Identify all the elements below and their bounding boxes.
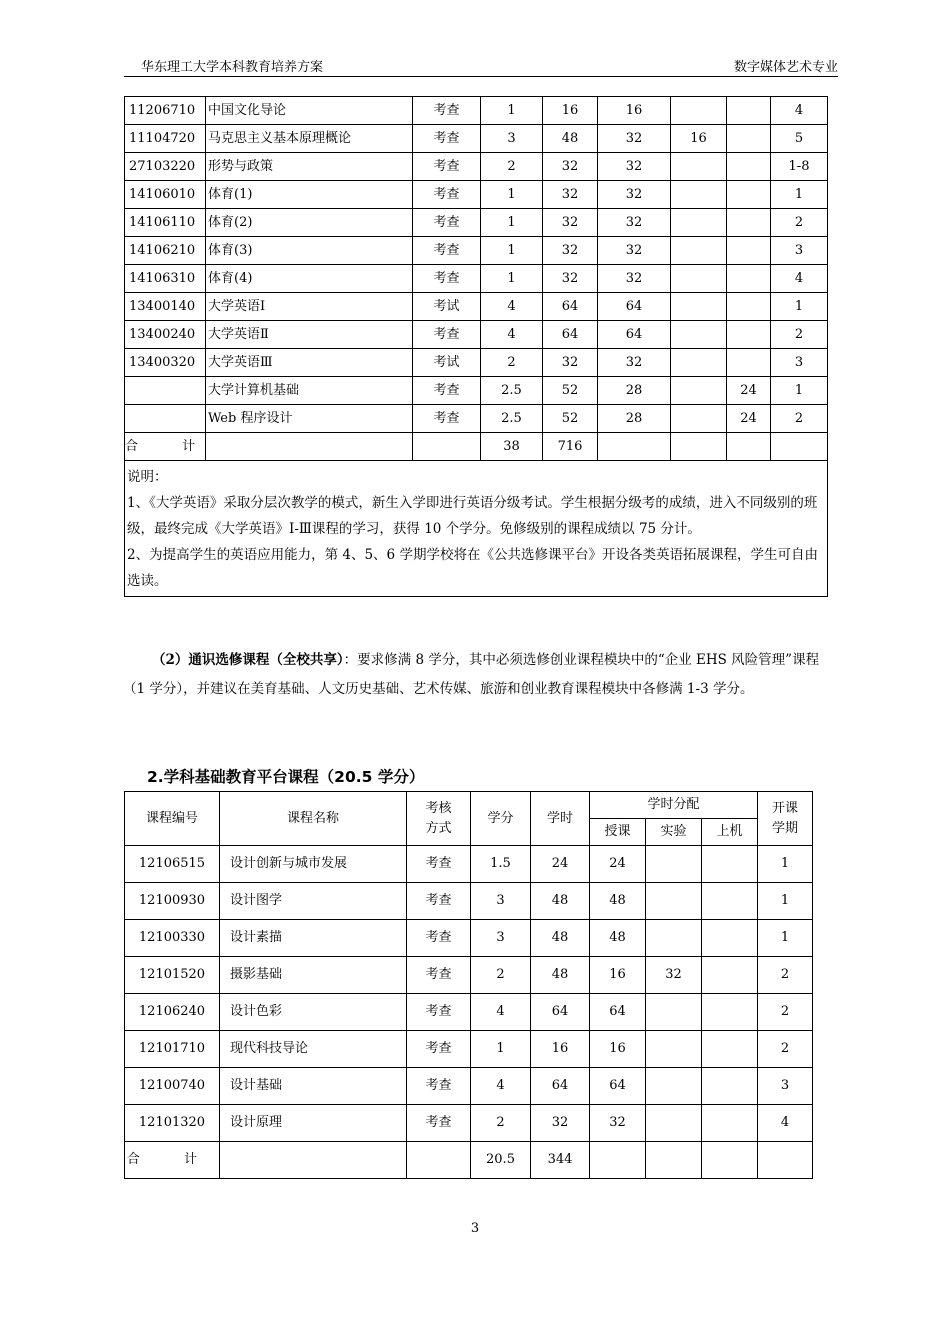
hours: 32 — [543, 153, 598, 181]
lab-hours — [671, 181, 727, 209]
note-note1: 1、《大学英语》采取分层次教学的模式，新生入学即进行英语分级考试。学生根据分级考的成绩，进入不同级别的班级，最终完成《大学英语》Ⅰ-Ⅲ课程的学习，获得 10 个学分。免修级别的课程成绩以 75 分计。 — [127, 495, 818, 537]
total-credit: 38 — [481, 433, 543, 461]
course-name: 体育(4) — [206, 265, 413, 293]
hours: 52 — [543, 405, 598, 433]
empty-cell — [646, 1142, 702, 1179]
table-row — [125, 920, 813, 957]
header-term-1: 开课 — [771, 800, 798, 816]
exam-type: 考查 — [407, 994, 471, 1031]
table-row — [125, 153, 828, 181]
lab-hours — [671, 209, 727, 237]
hours: 52 — [543, 377, 598, 405]
table-row — [125, 321, 828, 349]
table-row — [125, 125, 828, 153]
term: 2 — [758, 957, 813, 994]
lab-hours — [671, 377, 727, 405]
course-name: 设计基础 — [220, 1068, 407, 1105]
empty-cell — [771, 433, 828, 461]
course-name: 设计素描 — [220, 920, 407, 957]
empty-cell — [206, 433, 413, 461]
lecture-hours: 32 — [590, 1105, 646, 1142]
exam-type: 考查 — [413, 125, 481, 153]
table-row — [125, 994, 813, 1031]
course-code: 13400140 — [125, 293, 206, 321]
table-row — [125, 1031, 813, 1068]
hours: 48 — [531, 957, 590, 994]
hours: 32 — [543, 265, 598, 293]
course-code: 14106110 — [125, 209, 206, 237]
total-credit: 20.5 — [471, 1142, 531, 1179]
course-name: 体育(1) — [206, 181, 413, 209]
course-code: 27103220 — [125, 153, 206, 181]
lab-hours — [671, 237, 727, 265]
header-exam-2: 方式 — [425, 820, 452, 836]
discipline-courses-table — [124, 791, 813, 1179]
hours: 64 — [531, 1068, 590, 1105]
lab-hours — [671, 265, 727, 293]
lab-hours — [671, 349, 727, 377]
course-name: 马克思主义基本原理概论 — [206, 125, 413, 153]
computer-hours — [727, 237, 771, 265]
course-name: 大学英语Ⅲ — [206, 349, 413, 377]
course-name: 大学英语Ⅰ — [206, 293, 413, 321]
table-row — [125, 349, 828, 377]
credit: 2 — [481, 153, 543, 181]
term: 5 — [771, 125, 828, 153]
table-row — [125, 883, 813, 920]
empty-cell — [758, 1142, 813, 1179]
elective-paragraph — [123, 646, 838, 704]
exam-type: 考试 — [413, 349, 481, 377]
lab-hours — [671, 321, 727, 349]
lecture-hours: 32 — [598, 125, 671, 153]
credit: 1 — [481, 237, 543, 265]
empty-cell — [727, 433, 771, 461]
computer-hours — [727, 265, 771, 293]
general-courses-table — [124, 96, 828, 597]
header-exam-1: 考核 — [425, 800, 452, 816]
computer-hours — [727, 97, 771, 125]
computer-hours — [727, 349, 771, 377]
credit: 4 — [471, 994, 531, 1031]
term: 2 — [771, 405, 828, 433]
course-code: 11104720 — [125, 125, 206, 153]
hours: 64 — [531, 994, 590, 1031]
exam-type: 考查 — [413, 237, 481, 265]
header-rule — [124, 76, 838, 77]
course-code: 12100330 — [125, 920, 220, 957]
page-number: 3 — [470, 1221, 480, 1236]
exam-type: 考查 — [407, 1068, 471, 1105]
lab-hours — [646, 846, 702, 883]
exam-type: 考查 — [407, 920, 471, 957]
lecture-hours: 28 — [598, 405, 671, 433]
lecture-hours: 28 — [598, 377, 671, 405]
term: 1 — [771, 377, 828, 405]
term: 1 — [771, 293, 828, 321]
computer-hours — [727, 181, 771, 209]
course-name: 设计图学 — [220, 883, 407, 920]
course-name: 大学英语Ⅱ — [206, 321, 413, 349]
credit: 3 — [481, 125, 543, 153]
credit: 2 — [471, 957, 531, 994]
credit: 1 — [481, 265, 543, 293]
lab-hours — [671, 153, 727, 181]
header-credit: 学分 — [471, 792, 531, 846]
notes-row — [125, 461, 828, 597]
header-lecture: 授课 — [590, 819, 646, 846]
credit: 1 — [481, 97, 543, 125]
elective-heading: （2）通识选修课程（全校共享） — [152, 652, 344, 668]
computer-hours — [727, 321, 771, 349]
lab-hours: 32 — [646, 957, 702, 994]
term: 1 — [771, 181, 828, 209]
course-name: 摄影基础 — [220, 957, 407, 994]
computer-hours — [727, 125, 771, 153]
computer-hours — [702, 1105, 758, 1142]
lecture-hours: 48 — [590, 883, 646, 920]
computer-hours: 24 — [727, 377, 771, 405]
empty-cell — [598, 433, 671, 461]
lecture-hours: 32 — [598, 153, 671, 181]
course-code: 12106515 — [125, 846, 220, 883]
term: 2 — [758, 994, 813, 1031]
elective-text: ：要求修满 8 学分，其中必须选修创业课程模块中的“企业 EHS 风险管理”课程（1 学分），并建议在美育基础、人文历史基础、艺术传媒、旅游和创业教育课程模块中各修满 1-3 学分。 — [123, 652, 820, 697]
course-name: 形势与政策 — [206, 153, 413, 181]
credit: 4 — [481, 293, 543, 321]
course-code: 14106210 — [125, 237, 206, 265]
course-name: Web 程序设计 — [206, 405, 413, 433]
header-major-title: 数字媒体艺术专业 — [733, 60, 838, 75]
empty-cell — [590, 1142, 646, 1179]
course-name: 体育(3) — [206, 237, 413, 265]
hours: 48 — [531, 920, 590, 957]
table-row — [125, 237, 828, 265]
table-row — [125, 293, 828, 321]
hours: 64 — [543, 293, 598, 321]
lab-hours — [646, 883, 702, 920]
term: 3 — [758, 1068, 813, 1105]
lecture-hours: 32 — [598, 181, 671, 209]
course-code: 13400240 — [125, 321, 206, 349]
computer-hours: 24 — [727, 405, 771, 433]
header-lab: 实验 — [646, 819, 702, 846]
hours: 32 — [543, 209, 598, 237]
course-code: 12101520 — [125, 957, 220, 994]
course-code: 12100740 — [125, 1068, 220, 1105]
lecture-hours: 64 — [590, 994, 646, 1031]
exam-type: 考查 — [407, 1105, 471, 1142]
lab-hours — [671, 405, 727, 433]
exam-type: 考查 — [407, 846, 471, 883]
lecture-hours: 16 — [590, 1031, 646, 1068]
course-code: 12101320 — [125, 1105, 220, 1142]
hours: 16 — [531, 1031, 590, 1068]
course-code — [125, 405, 206, 433]
table-row — [125, 846, 813, 883]
course-code: 11206710 — [125, 97, 206, 125]
computer-hours — [702, 883, 758, 920]
notes-cell — [125, 461, 828, 597]
computer-hours — [702, 846, 758, 883]
total-row — [125, 1142, 813, 1179]
term: 2 — [758, 1031, 813, 1068]
exam-type: 考查 — [407, 957, 471, 994]
credit: 2 — [471, 1105, 531, 1142]
course-name: 设计色彩 — [220, 994, 407, 1031]
course-code: 13400320 — [125, 349, 206, 377]
lecture-hours: 16 — [590, 957, 646, 994]
lecture-hours: 64 — [598, 293, 671, 321]
term: 1 — [758, 883, 813, 920]
header-school-title: 华东理工大学本科教育培养方案 — [141, 60, 324, 75]
lecture-hours: 64 — [598, 321, 671, 349]
credit: 3 — [471, 920, 531, 957]
lab-hours — [671, 97, 727, 125]
exam-type: 考查 — [413, 321, 481, 349]
table2-header-row — [125, 792, 813, 819]
note-title: 说明： — [127, 469, 168, 485]
exam-type: 考查 — [413, 209, 481, 237]
credit: 1 — [471, 1031, 531, 1068]
term: 2 — [771, 321, 828, 349]
credit: 4 — [481, 321, 543, 349]
term: 3 — [771, 349, 828, 377]
term: 4 — [771, 265, 828, 293]
exam-type: 考查 — [413, 377, 481, 405]
hours: 24 — [531, 846, 590, 883]
exam-type: 考查 — [413, 405, 481, 433]
table-row — [125, 1068, 813, 1105]
lab-hours — [646, 1031, 702, 1068]
total-label: 合 计 — [125, 433, 206, 461]
course-name: 中国文化导论 — [206, 97, 413, 125]
note-note2: 2、为提高学生的英语应用能力，第 4、5、6 学期学校将在《公共选修课平台》开设各类英语拓展课程，学生可自由选读。 — [127, 547, 818, 589]
credit: 2.5 — [481, 377, 543, 405]
total-hours: 344 — [531, 1142, 590, 1179]
term: 4 — [758, 1105, 813, 1142]
exam-type: 考查 — [413, 265, 481, 293]
hours: 16 — [543, 97, 598, 125]
course-code: 12100930 — [125, 883, 220, 920]
exam-type: 考查 — [413, 181, 481, 209]
lecture-hours: 24 — [590, 846, 646, 883]
computer-hours — [702, 994, 758, 1031]
hours: 48 — [531, 883, 590, 920]
course-name: 大学计算机基础 — [206, 377, 413, 405]
lecture-hours: 32 — [598, 349, 671, 377]
lab-hours — [646, 994, 702, 1031]
table-row — [125, 265, 828, 293]
credit: 4 — [471, 1068, 531, 1105]
empty-cell — [407, 1142, 471, 1179]
empty-cell — [671, 433, 727, 461]
hours: 64 — [543, 321, 598, 349]
exam-type: 考查 — [407, 883, 471, 920]
empty-cell — [702, 1142, 758, 1179]
term: 4 — [771, 97, 828, 125]
course-code: 12101710 — [125, 1031, 220, 1068]
course-name: 设计创新与城市发展 — [220, 846, 407, 883]
lab-hours — [671, 293, 727, 321]
table-row — [125, 405, 828, 433]
computer-hours — [702, 920, 758, 957]
computer-hours — [702, 957, 758, 994]
credit: 1.5 — [471, 846, 531, 883]
table-row — [125, 957, 813, 994]
course-name: 现代科技导论 — [220, 1031, 407, 1068]
lab-hours — [646, 1105, 702, 1142]
lecture-hours: 32 — [598, 265, 671, 293]
header-hours: 学时 — [531, 792, 590, 846]
course-name: 设计原理 — [220, 1105, 407, 1142]
lecture-hours: 32 — [598, 209, 671, 237]
computer-hours — [702, 1068, 758, 1105]
term: 1 — [758, 920, 813, 957]
course-code: 12106240 — [125, 994, 220, 1031]
hours: 32 — [531, 1105, 590, 1142]
lab-hours — [646, 920, 702, 957]
lab-hours — [646, 1068, 702, 1105]
empty-cell — [413, 433, 481, 461]
credit: 1 — [481, 181, 543, 209]
course-name: 体育(2) — [206, 209, 413, 237]
lecture-hours: 64 — [590, 1068, 646, 1105]
section-title: 2.学科基础教育平台课程（20.5 学分） — [147, 768, 425, 786]
hours: 32 — [543, 237, 598, 265]
table-row — [125, 1105, 813, 1142]
hours: 32 — [543, 349, 598, 377]
header-computer: 上机 — [702, 819, 758, 846]
total-hours: 716 — [543, 433, 598, 461]
hours: 48 — [543, 125, 598, 153]
lecture-hours: 32 — [598, 237, 671, 265]
exam-type: 考查 — [413, 153, 481, 181]
table-row — [125, 181, 828, 209]
table-row — [125, 377, 828, 405]
credit: 2 — [481, 349, 543, 377]
exam-type: 考查 — [413, 97, 481, 125]
header-name: 课程名称 — [220, 792, 407, 846]
lecture-hours: 48 — [590, 920, 646, 957]
term: 2 — [771, 209, 828, 237]
computer-hours — [702, 1031, 758, 1068]
table-row — [125, 97, 828, 125]
exam-type: 考查 — [407, 1031, 471, 1068]
term: 1 — [758, 846, 813, 883]
exam-type: 考试 — [413, 293, 481, 321]
lecture-hours: 16 — [598, 97, 671, 125]
header-code: 课程编号 — [125, 792, 220, 846]
course-code: 14106310 — [125, 265, 206, 293]
credit: 3 — [471, 883, 531, 920]
lab-hours: 16 — [671, 125, 727, 153]
computer-hours — [727, 153, 771, 181]
header-exam — [407, 792, 471, 846]
table-row — [125, 209, 828, 237]
header-term-2: 学期 — [771, 820, 798, 836]
total-label: 合 计 — [125, 1142, 220, 1179]
empty-cell — [220, 1142, 407, 1179]
course-code — [125, 377, 206, 405]
credit: 2.5 — [481, 405, 543, 433]
computer-hours — [727, 209, 771, 237]
hours: 32 — [543, 181, 598, 209]
total-row — [125, 433, 828, 461]
term: 3 — [771, 237, 828, 265]
term: 1-8 — [771, 153, 828, 181]
credit: 1 — [481, 209, 543, 237]
header-term — [758, 792, 813, 846]
header-distribution: 学时分配 — [590, 792, 758, 819]
course-code: 14106010 — [125, 181, 206, 209]
computer-hours — [727, 293, 771, 321]
